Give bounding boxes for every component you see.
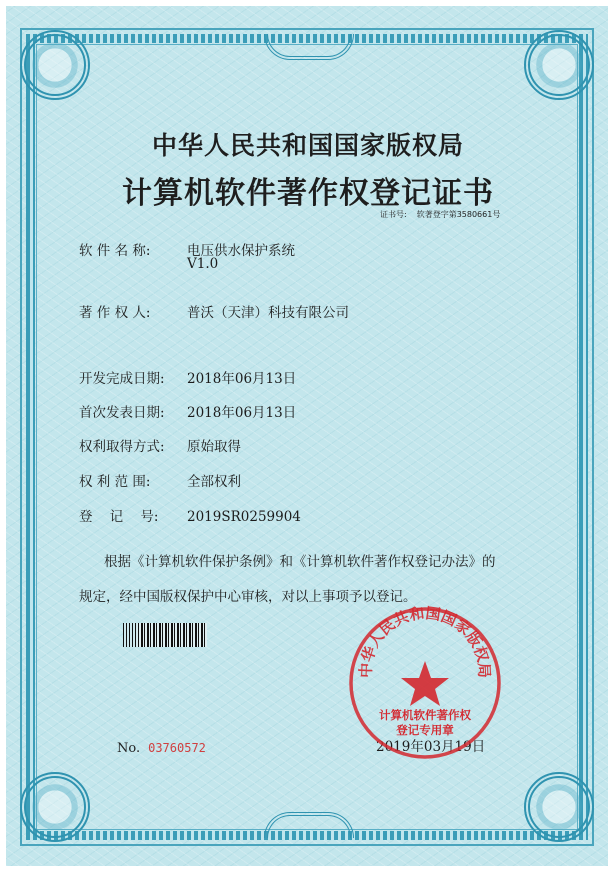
field-registration-number: [79, 505, 301, 525]
field-acquisition-method: [79, 435, 241, 455]
barcode-guard: [123, 623, 137, 647]
field-rights-scope: [79, 470, 241, 490]
seal-caption-line-1: 计算机软件著作权: [379, 708, 471, 722]
field-publication-date: [79, 401, 296, 421]
certificate-title: 计算机软件著作权登记证书: [122, 176, 494, 211]
field-label: 权利取得方式:: [79, 439, 165, 455]
seal-caption-line-2: 登记专用章: [396, 723, 454, 737]
certificate-number: [380, 209, 510, 220]
corner-ornament-bottom-right: [524, 772, 594, 842]
seal-graphic: [345, 603, 505, 763]
corner-ornament-bottom-left: [20, 772, 90, 842]
serial-value: 03760572: [148, 741, 206, 755]
corner-ornament-top-left: [20, 30, 90, 100]
seal-ring-text: 中华人民共和国国家版权局: [356, 604, 494, 679]
field-value: 电压供水保护系统: [187, 243, 295, 259]
field-label: 软 件 名 称:: [79, 243, 151, 259]
top-center-ornament: [264, 34, 354, 60]
field-value: 2018年06月13日: [187, 405, 297, 421]
field-label: 首次发表日期:: [79, 405, 165, 421]
field-label: 登 记 号:: [79, 509, 159, 525]
agency-title: 中华人民共和国国家版权局: [151, 131, 464, 160]
field-value: 2019SR0259904: [187, 509, 301, 525]
field-label: 开发完成日期:: [79, 371, 165, 387]
body-text-line-1: 根据《计算机软件保护条例》和《计算机软件著作权登记办法》的: [104, 554, 496, 570]
field-label: 权 利 范 围:: [79, 474, 151, 490]
field-value: 2018年06月13日: [187, 371, 297, 387]
corner-ornament-top-right: [524, 30, 594, 100]
bottom-center-ornament: [264, 812, 354, 838]
issue-date: 2019年03月19日: [376, 739, 486, 755]
serial-label: No.: [117, 741, 141, 756]
field-label: 著 作 权 人:: [79, 305, 151, 321]
seal-star-icon: [401, 661, 449, 706]
software-version: V1.0: [187, 256, 219, 272]
field-value: 原始取得: [187, 439, 241, 455]
body-text-line-2: 规定，经中国版权保护中心审核，对以上事项予以登记。: [79, 589, 417, 605]
field-copyright-owner: [79, 301, 349, 321]
certificate-number-label: 证书号:: [380, 210, 407, 219]
field-value: 普沃（天津）科技有限公司: [187, 305, 349, 321]
serial-number: [117, 741, 206, 756]
certificate-number-value: 软著登字第3580661号: [416, 210, 501, 219]
field-development-date: [79, 367, 296, 387]
field-value: 全部权利: [187, 474, 241, 490]
official-seal: [345, 603, 505, 763]
